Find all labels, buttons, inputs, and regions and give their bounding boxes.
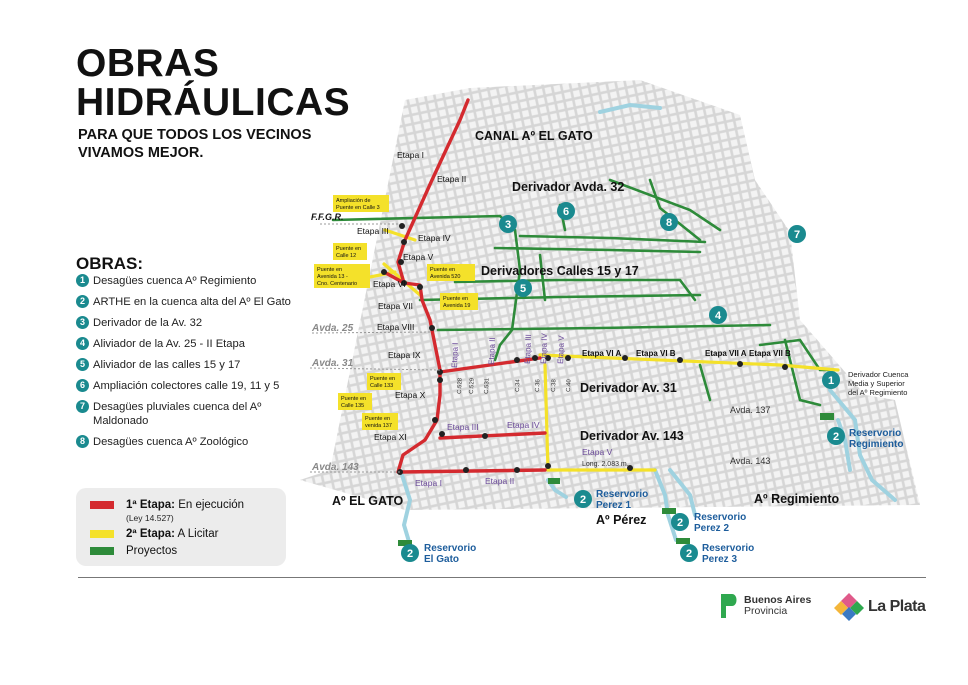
callout-3-line2: Avenida 520 (430, 274, 461, 280)
number-badge-icon: 6 (76, 379, 89, 392)
purple-etapa-iv: Etapa IV (507, 420, 540, 430)
reservorio-regimiento-num: 2 (832, 431, 840, 443)
etapa-iv-label: Etapa IV (418, 233, 451, 243)
callout-5-line2: Calle 133 (370, 383, 394, 389)
marker-7-icon: 7 (793, 229, 801, 241)
calle-34: C.34 (515, 379, 522, 393)
marker-1-icon: 1 (827, 375, 835, 387)
callout-4-line1: Puente en (443, 296, 469, 302)
obra-label: Desagües pluviales cuenca del Aº Maldonado (93, 401, 262, 427)
marker-5-icon: 5 (519, 283, 527, 295)
etapa-vii-label: Etapa VII (378, 301, 413, 311)
purple-etapa-v: Etapa V (582, 447, 613, 457)
callout-4-line2: Avenida 19 (443, 303, 471, 309)
reservorio-perez1-l2: Perez 1 (596, 500, 632, 511)
reservorio-perez3-l1: Reservorio (702, 543, 755, 554)
obra-label: Aliviador de la Av. 25 - II Etapa (93, 338, 245, 350)
marker-3-icon: 3 (504, 219, 512, 231)
legend-green-text: Proyectos (126, 545, 178, 557)
purple-etapa-ii: Etapa II (485, 476, 515, 486)
vertical-etapa-v: Etapa V (556, 335, 566, 365)
reservorio-perez2-num: 2 (676, 517, 684, 529)
obra-label: Derivador de la Av. 32 (93, 317, 203, 329)
ba-text (744, 595, 811, 617)
callout-7-line1: Puente en (365, 416, 391, 422)
title-line-1: OBRAS (76, 42, 220, 85)
reservorio-perez2-l1: Reservorio (694, 512, 747, 523)
etapa-viia-label: Etapa VII A (705, 349, 747, 358)
footer-divider (78, 577, 926, 578)
calle-529: C.529 (469, 377, 476, 395)
ba-line1: Buenos Aires (744, 594, 812, 606)
etapa-via-label: Etapa VI A (582, 349, 622, 358)
obras-heading: OBRAS: (76, 254, 144, 273)
vertical-etapa-i: Etapa I (450, 342, 460, 369)
etapa-v-length: Long. 2.083 m. (582, 461, 629, 468)
derivador-cuenca-line2: Media y Superior (848, 379, 905, 388)
subtitle-line-1: PARA QUE TODOS LOS VECINOS (78, 127, 312, 143)
etapa-vi-label: Etapa VI (373, 279, 406, 289)
obra-label: Ampliación colectores calle 19, 11 y 5 (93, 380, 280, 392)
number-badge-icon: 5 (76, 358, 89, 371)
reservorio-regimiento-l2: Regimiento (849, 439, 904, 450)
buenos-aires-logo (718, 592, 811, 620)
etapa-ix-label: Etapa IX (388, 350, 421, 360)
avda-25-label: Avda. 25 (312, 323, 354, 334)
etapa-xi-label: Etapa XI (374, 432, 407, 442)
callout-0-line1: Ampliación de (336, 198, 371, 204)
marker-6-icon: 6 (562, 206, 570, 218)
avda-31-label: Avda. 31 (312, 358, 354, 369)
derivador-143-label: Derivador Av. 143 (580, 429, 684, 443)
obra-label: Desagües cuenca Aº Regimiento (93, 275, 257, 287)
la-plata-diamond-icon (833, 592, 865, 622)
calle-40: C.40 (566, 379, 573, 393)
reservorio-perez1-num: 2 (579, 494, 587, 506)
derivadores-15-17-label: Derivadores Calles 15 y 17 (481, 264, 639, 278)
ffgr-label: F.F.G.R. (311, 212, 344, 222)
vertical-etapa-iv: Etapa IV (539, 333, 550, 365)
la-plata-logo (833, 592, 925, 622)
reservorio-perez1-l1: Reservorio (596, 489, 649, 500)
derivador-32-label: Derivador Avda. 32 (512, 180, 625, 194)
number-badge-icon: 4 (76, 337, 89, 350)
reservorio-gato-l1: Reservorio (424, 543, 477, 554)
ae-gato-label: Aº EL GATO (332, 494, 404, 508)
etapa-v-label: Etapa V (403, 252, 434, 262)
etapa-x-label: Etapa X (395, 390, 426, 400)
callout-5-line1: Puente en (370, 376, 396, 382)
callout-2-line3: Cno. Centenario (317, 281, 358, 287)
reservorio-gato-l2: El Gato (424, 554, 460, 565)
title-line-2: HIDRÁULICAS (76, 81, 351, 124)
reservorio-perez3-num: 2 (685, 548, 693, 560)
etapa-vib-label: Etapa VI B (636, 349, 676, 358)
legend-red-text: En ejecución (175, 499, 245, 511)
marker-4-icon: 4 (714, 310, 722, 322)
callout-1-line2: Calle 12 (336, 253, 357, 259)
callout-6-line1: Puente en (341, 396, 367, 402)
derivador-cuenca-line3: del Aº Regimiento (848, 388, 908, 397)
obra-label: ARTHE en la cuenca alta del Aº El Gato (93, 296, 291, 308)
derivador-cuenca-line1: Derivador Cuenca (848, 370, 909, 379)
calle-36: C.36 (535, 379, 542, 393)
callout-2-line2: Avenida 13 - (317, 274, 348, 280)
avda-137-label: Avda. 137 (730, 405, 771, 415)
legend-red-strong: 1ª Etapa: (126, 499, 175, 511)
canal-label: CANAL Aº EL GATO (475, 129, 593, 143)
ae-regimiento-label: Aº Regimiento (754, 492, 840, 506)
etapa-viib-label: Etapa VII B (749, 349, 791, 358)
subtitle-line-2: VIVAMOS MEJOR. (78, 145, 204, 161)
number-badge-icon: 3 (76, 316, 89, 329)
calle-531: C.531 (484, 377, 491, 395)
reservorio-perez3-l2: Perez 3 (702, 554, 738, 565)
etapa-viii-label: Etapa VIII (377, 322, 415, 332)
etapa-ii-label: Etapa II (437, 174, 467, 184)
reservorio-regimiento-l1: Reservorio (849, 428, 902, 439)
marker-8-icon: 8 (665, 217, 673, 229)
calle-528: C.528 (457, 377, 464, 395)
legend-yellow-text: A Licitar (175, 528, 219, 540)
etapa-i-label: Etapa I (397, 150, 424, 160)
callout-2-line1: Puente en (317, 267, 343, 273)
avda-143-left-label: Avda. 143 (312, 462, 359, 473)
legend-yellow-strong: 2ª Etapa: (126, 528, 175, 540)
obra-label: Desagües cuenca Aº Zoológico (93, 436, 249, 448)
ae-perez-label: Aº Pérez (596, 513, 647, 527)
callout-3-line1: Puente en (430, 267, 456, 273)
callout-7-line2: venida 137 (365, 423, 392, 429)
etapa-iii-label: Etapa III (357, 226, 389, 236)
vertical-etapa-ii: Etapa II (487, 337, 497, 366)
lp-text: La Plata (868, 598, 926, 615)
purple-etapa-iii: Etapa III (447, 422, 479, 432)
purple-etapa-i: Etapa I (415, 478, 442, 488)
avda-143-right-label: Avda. 143 (730, 456, 771, 466)
callout-0-line2: Puente en Calle 3 (336, 205, 380, 211)
ba-leaf-icon (718, 592, 740, 620)
number-badge-icon: 2 (76, 295, 89, 308)
reservorio-gato-num: 2 (406, 548, 414, 560)
calle-38: C.38 (551, 379, 558, 393)
number-markers (499, 202, 840, 389)
callout-1-line1: Puente en (336, 246, 362, 252)
legend-red-sub: (Ley 14.527) (126, 513, 174, 523)
ba-line2: Provincia (744, 605, 788, 617)
obra-label: Aliviador de las calles 15 y 17 (93, 359, 241, 371)
derivador-31-label: Derivador Av. 31 (580, 381, 677, 395)
number-badge-icon: 7 (76, 400, 89, 413)
callout-6-line2: Calle 135 (341, 403, 365, 409)
number-badge-icon: 8 (76, 435, 89, 448)
vertical-etapa-iii: Etapa III (523, 333, 534, 365)
reservorio-perez2-l2: Perez 2 (694, 523, 730, 534)
number-badge-icon: 1 (76, 274, 89, 287)
